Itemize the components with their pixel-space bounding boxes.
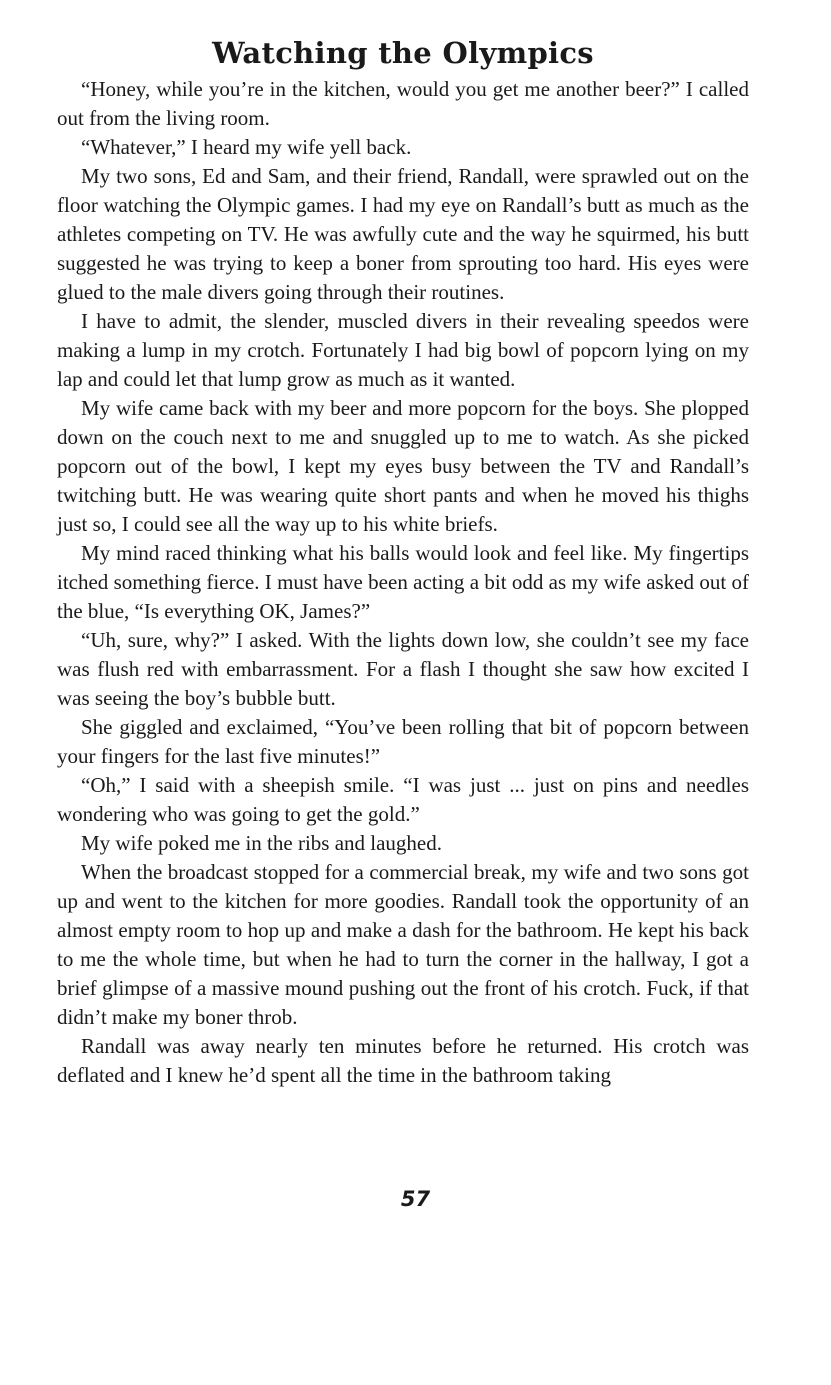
paragraph: My mind raced thinking what his balls would look and feel like. My fingertips itched something fierce. I must have been acting a bit odd as my wife asked out of the blue, “Is everything OK, James?”: [57, 541, 749, 623]
page-number: 57: [400, 1187, 431, 1211]
paragraph: “Whatever,” I heard my wife yell back.: [81, 135, 412, 159]
paragraph: My two sons, Ed and Sam, and their friend, Randall, were sprawled out on the floor watching the Olympic games. I had my eye on Randall’s butt as much as the athletes competing on TV. He was awfully cute and the way he squirmed, his butt suggested he was trying to keep a boner from sprouting too hard. His eyes were glued to the male divers going through their routines.: [57, 164, 749, 304]
body-text: [57, 75, 749, 1090]
paragraph: I have to admit, the slender, muscled divers in their revealing speedos were making a lump in my crotch. Fortunately I had big bowl of popcorn lying on my lap and could let that lump grow as much as it wanted.: [57, 309, 749, 391]
page: [57, 34, 749, 1090]
paragraph: My wife poked me in the ribs and laughed.: [81, 831, 442, 855]
paragraph: When the broadcast stopped for a commercial break, my wife and two sons got up and went to the kitchen for more goodies. Randall took the opportunity of an almost empty room to hop up and make a dash for the bathroom. He kept his back to me the whole time, but when he had to turn the corner in the hallway, I got a brief glimpse of a massive mound pushing out the front of his crotch. Fuck, if that didn’t make my boner throb.: [57, 860, 749, 1029]
paragraph: “Uh, sure, why?” I asked. With the lights down low, she couldn’t see my face was flush red with embarrassment. For a flash I thought she saw how excited I was seeing the boy’s bubble butt.: [57, 628, 749, 710]
paragraph: She giggled and exclaimed, “You’ve been rolling that bit of popcorn between your fingers for the last five minutes!”: [57, 715, 749, 768]
chapter-title: Watching the Olympics: [212, 36, 594, 70]
paragraph: “Oh,” I said with a sheepish smile. “I was just ... just on pins and needles wondering who was going to get the gold.”: [57, 773, 749, 826]
paragraph: Randall was away nearly ten minutes before he returned. His crotch was deflated and I knew he’d spent all the time in the bathroom taking: [57, 1034, 749, 1087]
paragraph: My wife came back with my beer and more popcorn for the boys. She plopped down on the couch next to me and snuggled up to me to watch. As she picked popcorn out of the bowl, I kept my eyes busy between the TV and Randall’s twitching butt. He was wearing quite short pants and when he moved his thighs just so, I could see all the way up to his white briefs.: [57, 396, 749, 536]
paragraph: “Honey, while you’re in the kitchen, would you get me another beer?” I called out from the living room.: [57, 77, 749, 130]
